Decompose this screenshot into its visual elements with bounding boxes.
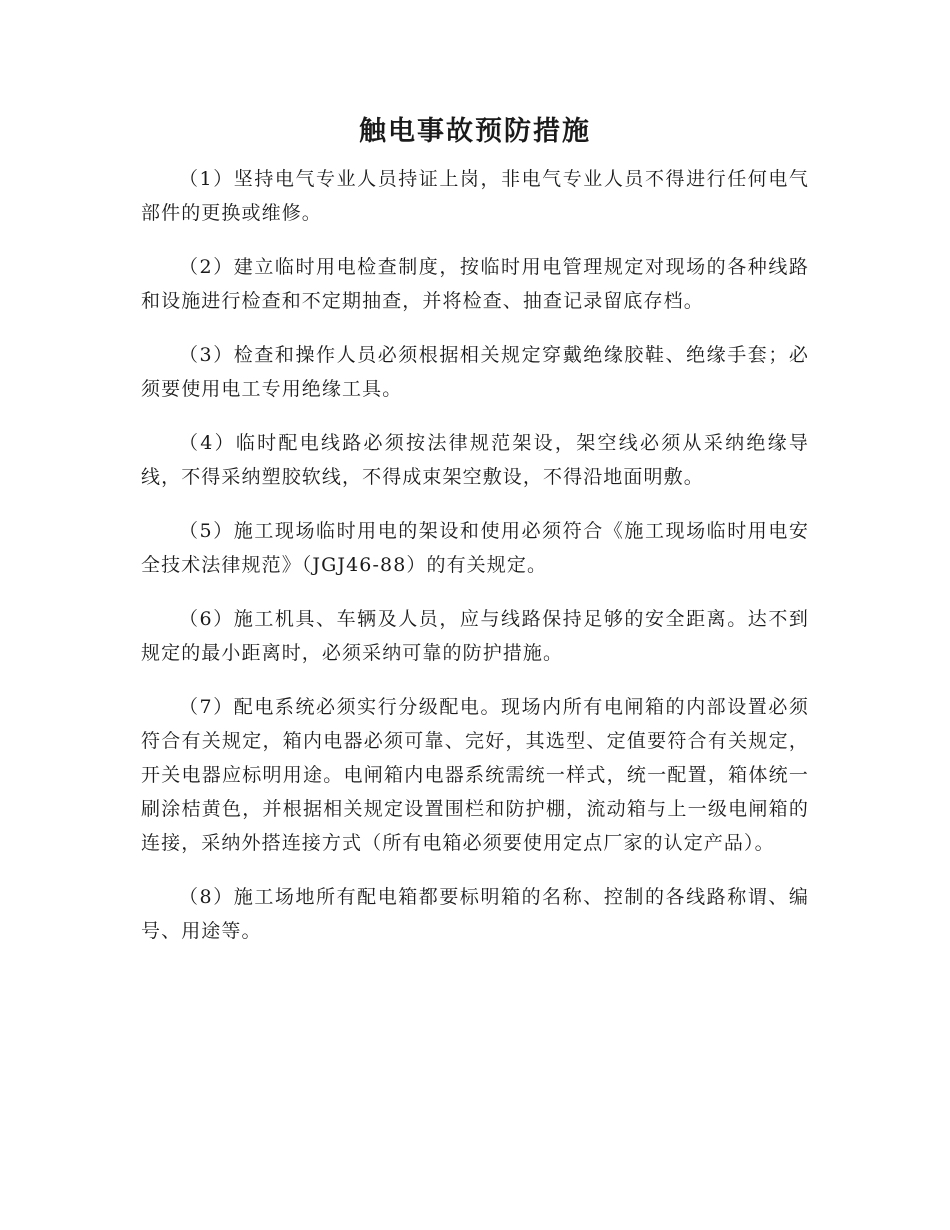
document-body <box>141 162 809 968</box>
paragraph-8: （8）施工场地所有配电箱都要标明箱的名称、控制的各线路称谓、编号、用途等。 <box>141 886 809 942</box>
paragraph-4: （4）临时配电线路必须按法律规范架设，架空线必须从采纳绝缘导线，不得采纳塑胶软线，不得成束架空敷设，不得沿地面明敷。 <box>141 432 809 488</box>
paragraph-1: （1）坚持电气专业人员持证上岗，非电气专业人员不得进行任何电气部件的更换或维修。 <box>141 168 809 224</box>
paragraph-3: （3）检查和操作人员必须根据相关规定穿戴绝缘胶鞋、绝缘手套；必须要使用电工专用绝缘工具。 <box>141 344 809 400</box>
document-title: 触电事故预防措施 <box>359 116 591 147</box>
paragraph-5: （5）施工现场临时用电的架设和使用必须符合《施工现场临时用电安全技术法律规范》（JGJ46-88）的有关规定。 <box>141 520 809 576</box>
paragraph-6: （6）施工机具、车辆及人员，应与线路保持足够的安全距离。达不到规定的最小距离时，必须采纳可靠的防护措施。 <box>141 608 809 664</box>
paragraph-7: （7）配电系统必须实行分级配电。现场内所有电闸箱的内部设置必须符合有关规定，箱内电器必须可靠、完好，其选型、定值要符合有关规定，开关电器应标明用途。电闸箱内电器系统需统一样式，统一配置，箱体统一刷涂桔黄色，并根据相关规定设置围栏和防护棚，流动箱与上一级电闸箱的连接，采纳外搭连接方式（所有电箱必须要使用定点厂家的认定产品）。 <box>141 696 809 854</box>
paragraph-2: （2）建立临时用电检查制度，按临时用电管理规定对现场的各种线路和设施进行检查和不定期抽查，并将检查、抽查记录留底存档。 <box>141 256 809 312</box>
